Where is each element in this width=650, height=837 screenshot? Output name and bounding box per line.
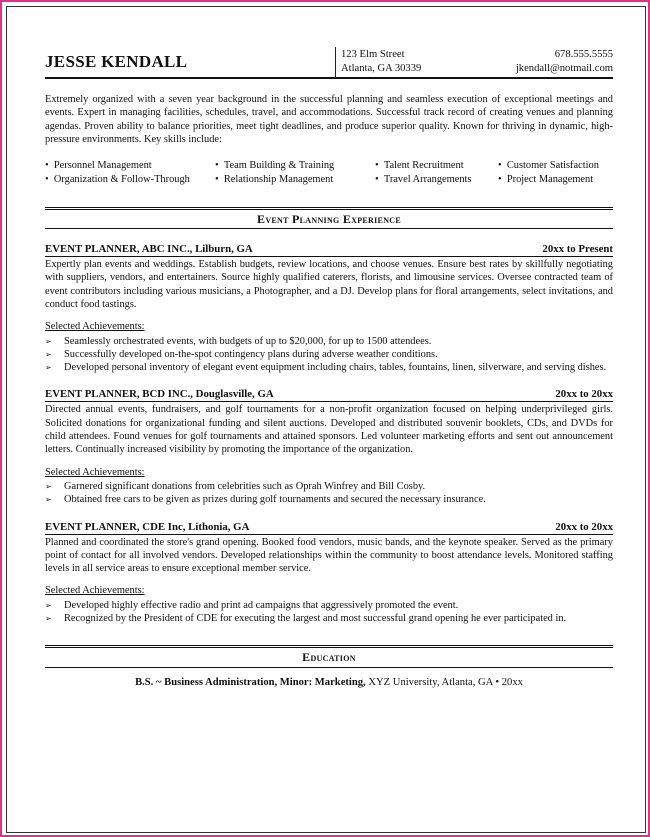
address-line-2: Atlanta, GA 30339 bbox=[341, 63, 422, 74]
phone: 678.555.5555 bbox=[554, 49, 613, 60]
job-entry bbox=[45, 521, 613, 626]
section-underline bbox=[45, 228, 613, 229]
achievements-label: Selected Achievements: bbox=[45, 321, 145, 333]
header-divider bbox=[335, 47, 336, 77]
resume-page bbox=[6, 6, 646, 833]
address-block bbox=[341, 48, 421, 76]
education-heading: Education bbox=[302, 650, 356, 665]
skill-item: • Talent Recruitment bbox=[375, 159, 498, 172]
achievements-label: Selected Achievements: bbox=[45, 466, 145, 478]
job-title: EVENT PLANNER, CDE Inc, Lithonia, GA bbox=[45, 520, 250, 533]
achievements-list bbox=[45, 480, 613, 507]
education-entry bbox=[45, 676, 613, 689]
skill-item: • Relationship Management bbox=[215, 173, 375, 186]
achievement-item: ➢ Developed highly effective radio and print ad campaigns that aggressively promoted the event. bbox=[45, 599, 613, 612]
resume-content bbox=[45, 47, 613, 689]
section-underline bbox=[45, 667, 613, 668]
job-header bbox=[45, 521, 613, 535]
job-dates: 20xx to 20xx bbox=[555, 388, 613, 401]
achievement-item: ➢ Garnered significant donations from celebrities such as Oprah Winfrey and Bill Cosby. bbox=[45, 480, 613, 493]
achievement-item: ➢ Developed personal inventory of elegant event equipment including chairs, tables, fountains, linen, silverware, and serving dishes. bbox=[45, 361, 613, 374]
job-title: EVENT PLANNER, BCD INC., Douglasville, GA bbox=[45, 388, 274, 401]
job-header bbox=[45, 388, 613, 402]
skill-item: • Personnel Management bbox=[45, 159, 215, 172]
candidate-name: JESSE KENDALL bbox=[45, 52, 188, 71]
achievements-list bbox=[45, 335, 613, 375]
school: XYZ University, Atlanta, GA • 20xx bbox=[368, 676, 523, 688]
skill-item: • Travel Arrangements bbox=[375, 173, 498, 186]
job-description: Directed annual events, fundraisers, and golf tournaments for a non-profit organization focused on helping underprivileged girls. Solicited donations for organizational funding and silent auctions. Developed and distributed souvenir booklets, CDs, and DVDs for child attendees. Found venues for golf tournaments and attained sponsors. Led volunteer marketing efforts and sent out announcement letters. Continually increased visibility by promoting the importance of the organization. bbox=[45, 404, 613, 456]
skills-grid bbox=[45, 159, 613, 187]
achievements-label: Selected Achievements: bbox=[45, 585, 145, 597]
experience-heading: Event Planning Experience bbox=[257, 211, 401, 226]
achievements-list bbox=[45, 599, 613, 626]
contact-block bbox=[516, 48, 613, 76]
achievement-item: ➢ Obtained free cars to be given as prizes during golf tournaments and secured the necessary insurance. bbox=[45, 493, 613, 506]
skill-item: • Organization & Follow-Through bbox=[45, 173, 215, 186]
achievement-item: ➢ Recognized by the President of CDE for executing the largest and most successful grand opening he ever participated in. bbox=[45, 612, 613, 625]
header-rule bbox=[45, 77, 613, 79]
achievement-item: ➢ Successfully developed on-the-spot contingency plans during adverse weather conditions. bbox=[45, 348, 613, 361]
job-dates: 20xx to 20xx bbox=[555, 520, 613, 533]
address-line-1: 123 Elm Street bbox=[341, 49, 405, 60]
skill-item: • Customer Satisfaction bbox=[498, 159, 613, 172]
job-entry bbox=[45, 388, 613, 506]
job-description: Expertly plan events and weddings. Establish budgets, review locations, and choose venues. Ensure best rates by skillfully negotiating with suppliers, vendors, and entertainers. Source highly qualified caterers, florists, and limousine services. Oversee contracted team of event contributors including various musicians, a Photographer, and a DJ. Develop plans for floral arrangements, select invitations, and conduct food tastings. bbox=[45, 259, 613, 310]
skill-item: • Team Building & Training bbox=[215, 159, 375, 172]
job-title: EVENT PLANNER, ABC INC., Lilburn, GA bbox=[45, 243, 253, 256]
degree: B.S. ~ Business Administration, Minor: Marketing, bbox=[135, 676, 366, 688]
section-divider bbox=[45, 645, 613, 648]
email: jkendall@notmail.com bbox=[515, 63, 613, 74]
job-entry bbox=[45, 243, 613, 374]
summary-paragraph: Extremely organized with a seven year background in the successful planning and seamless execution of exceptional meetings and events. Expert in managing facilities, schedules, travel, and accommodations. Successful track record of creating venues and planning agendas. Proven ability to balance priorities, meet tight deadlines, and produce superior quality. Known for thriving in dynamic, high-pressure environments. Key skills include: bbox=[45, 94, 613, 145]
job-description: Planned and coordinated the store's grand opening. Booked food vendors, music bands, and the keynote speaker. Served as the primary point of contact for all involved vendors. Developed relationships within the community to boost attendance levels. Monitored staffing levels in all service areas to ensure exceptional member service. bbox=[45, 536, 613, 575]
resume-header bbox=[45, 47, 613, 79]
section-divider bbox=[45, 207, 613, 210]
job-header bbox=[45, 243, 613, 257]
achievement-item: ➢ Seamlessly orchestrated events, with budgets of up to $20,000, for up to 1500 attendees. bbox=[45, 335, 613, 348]
job-dates: 20xx to Present bbox=[542, 243, 613, 256]
skill-item: • Project Management bbox=[498, 173, 613, 186]
